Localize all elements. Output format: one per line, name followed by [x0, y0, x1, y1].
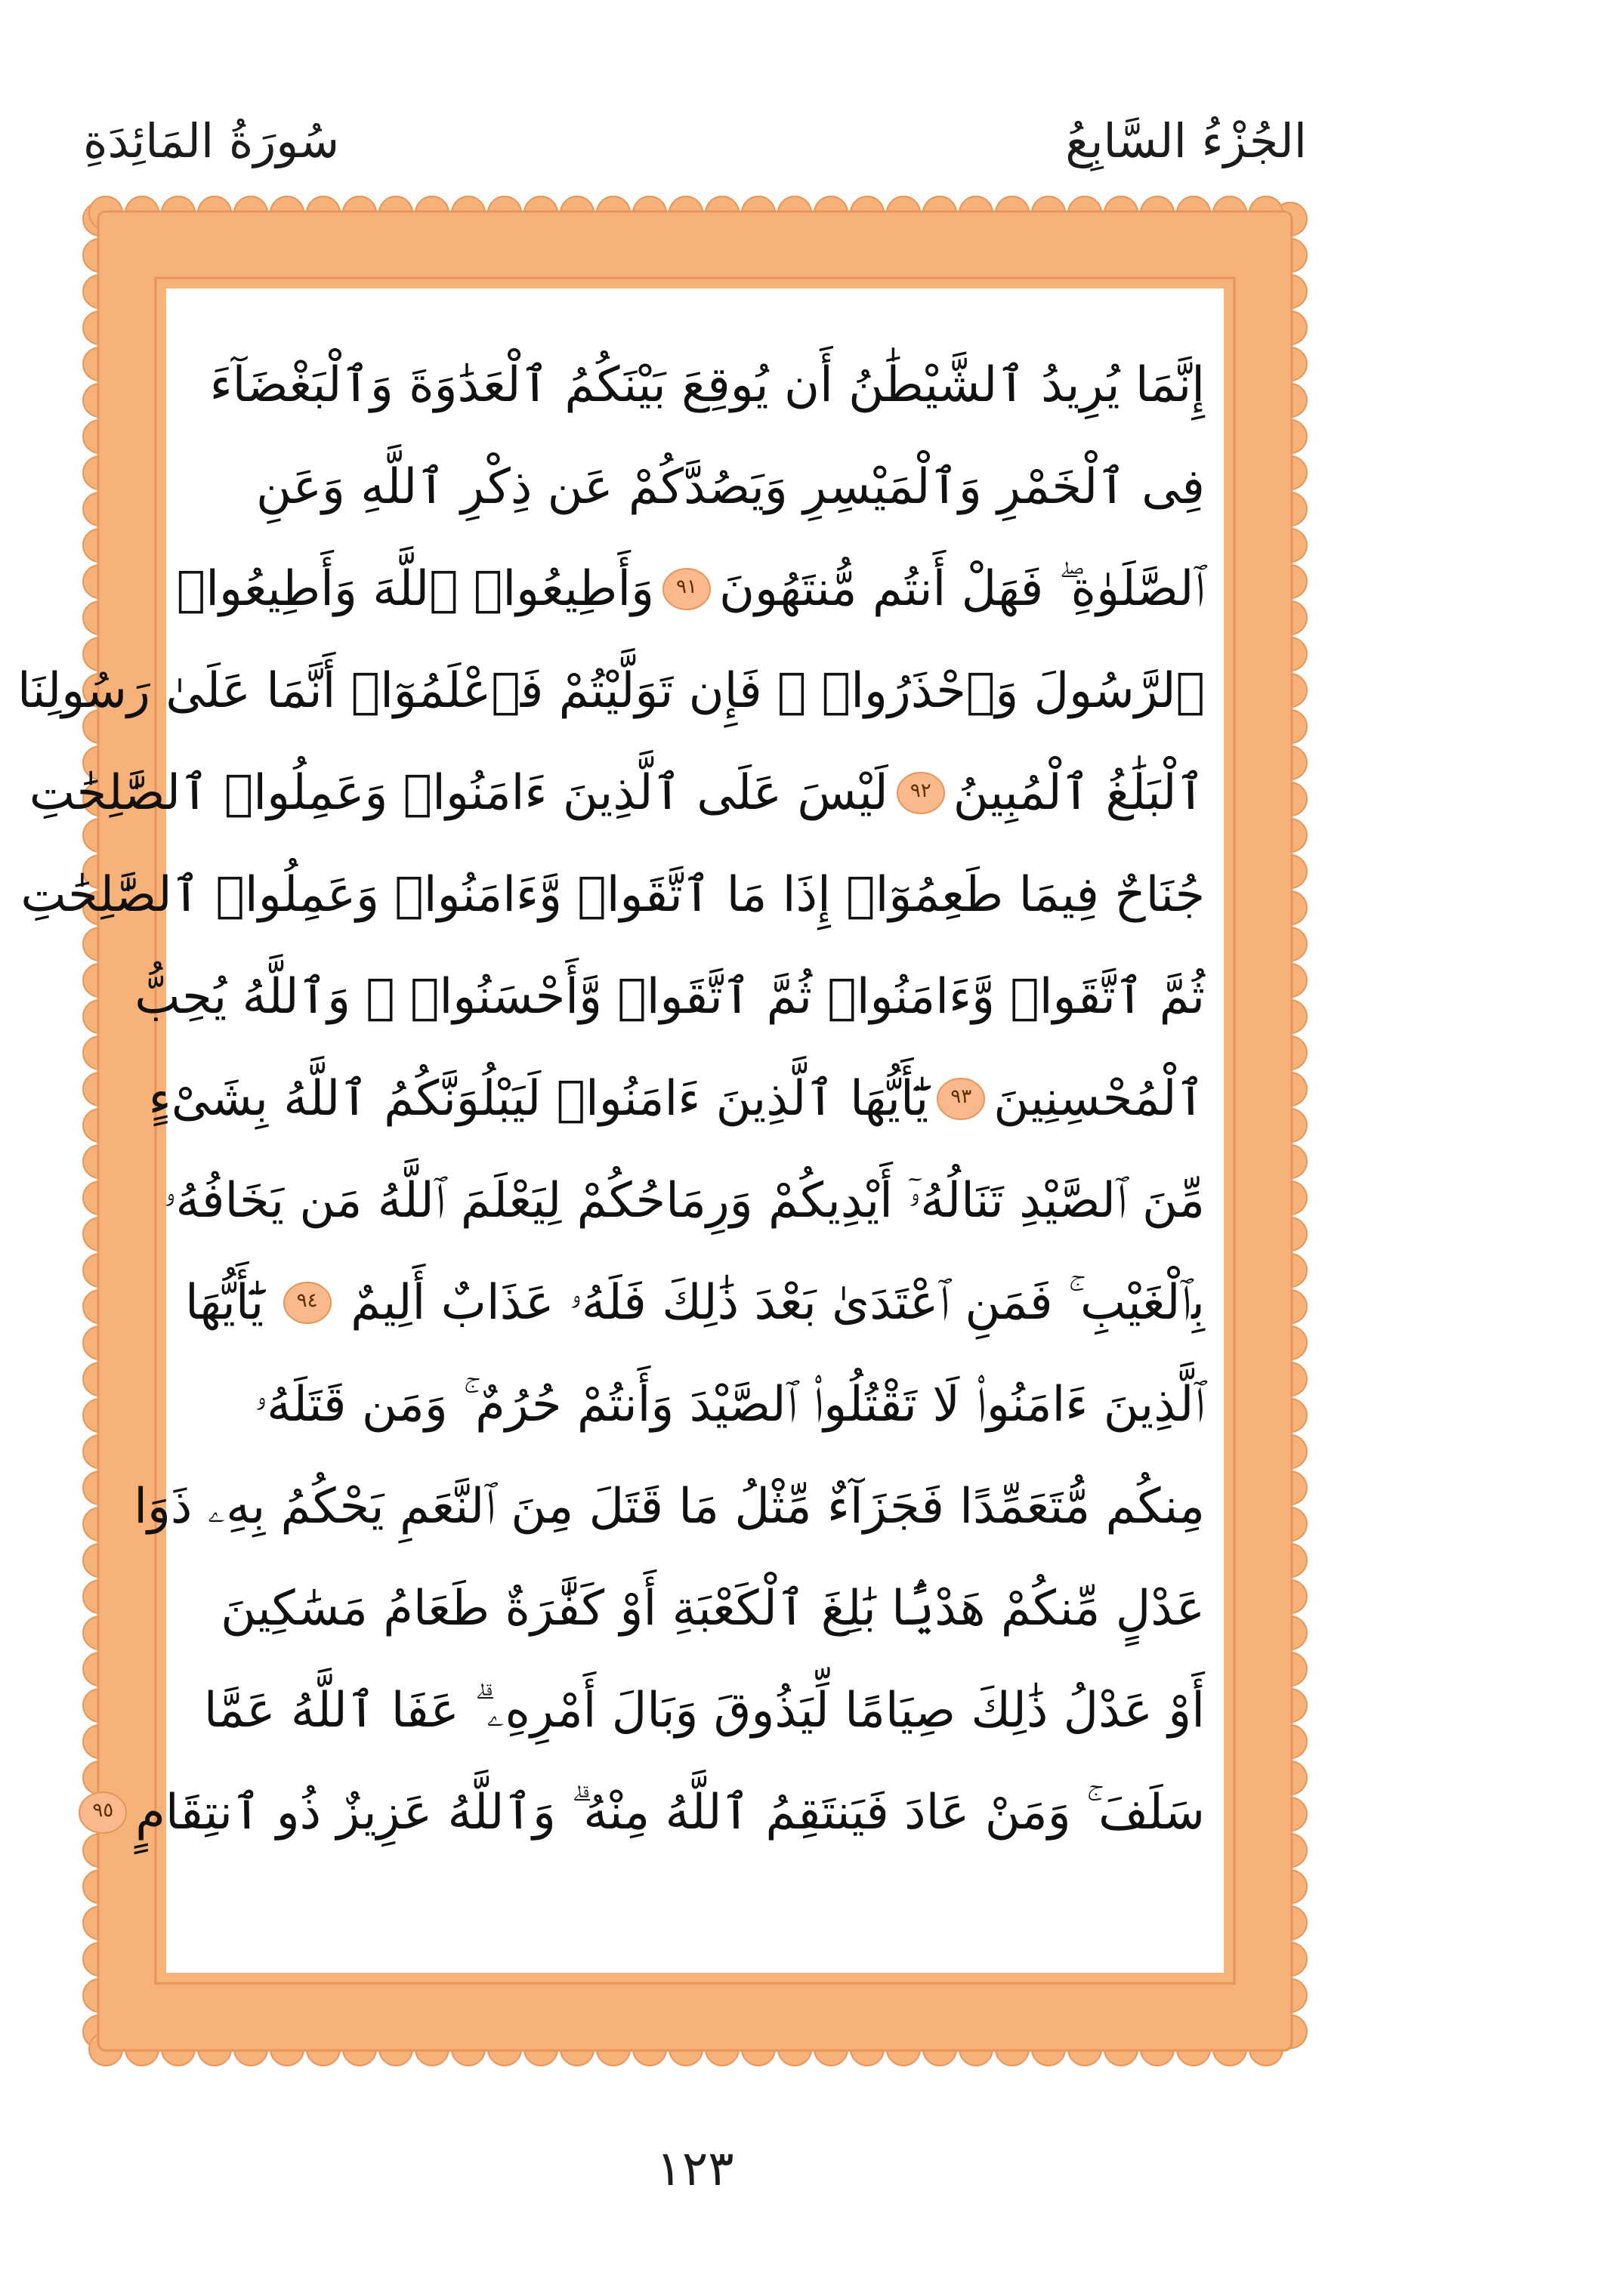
verse-line: [185, 436, 1205, 538]
ayah-number-marker: [896, 770, 946, 816]
verse-line: [29, 742, 1205, 844]
line-text: عَدْلٍ مِّنكُمْ هَدْيًۢا بَٰلِغَ ٱلْكَعْبَةِ أَوْ كَفَّٰرَةٌ طَعَامُ مَسَٰكِينَ: [221, 1581, 1205, 1637]
line-text: ٱلرَّسُولَ وَٱحْذَرُوا۟ ۚ فَإِن تَوَلَّيْتُمْ فَٱعْلَمُوٓا۟ أَنَّمَا عَلَىٰ رَسُولِنَا: [17, 662, 1205, 719]
verse-line: [185, 1353, 1205, 1455]
ayah-number-marker: [78, 1790, 128, 1835]
line-text: مِنكُم مُّتَعَمِّدًا فَجَزَآءٌ مِّثْلُ مَا قَتَلَ مِنَ ٱلنَّعَمِ يَحْكُمُ بِهِۦ ذَوَا: [134, 1478, 1205, 1535]
ayah-number: ٩٥: [92, 1798, 114, 1822]
line-text: سَلَفَ ۚ وَمَنْ عَادَ فَيَنتَقِمُ ٱللَّهُ مِنْهُ ۗ وَٱللَّهُ عَزِيزٌ ذُو ٱنتِقَامٍ: [135, 1785, 1205, 1841]
verse-line: [176, 538, 1205, 640]
surah-title: سُورَةُ المَائِدَةِ: [83, 113, 340, 168]
verse-line: [148, 1048, 1205, 1150]
verse-line: [134, 1455, 1205, 1557]
verse-line: [17, 640, 1205, 742]
line-text: إِنَّمَا يُرِيدُ ٱلشَّيْطَٰنُ أَن يُوقِعَ بَيْنَكُمُ ٱلْعَدَٰوَةَ وَٱلْبَغْضَآءَ: [209, 357, 1205, 413]
line-text: مِّنَ ٱلصَّيْدِ تَنَالُهُۥٓ أَيْدِيكُمْ وَرِمَاحُكُمْ لِيَعْلَمَ ٱللَّهُ مَن يَخَافُهُۥ: [163, 1172, 1205, 1229]
verse-line: [163, 1150, 1205, 1251]
juz-title: الجُزْءُ السَّابِعُ: [1065, 113, 1307, 168]
line-text: ٱلْمُحْسِنِينَ: [993, 1071, 1205, 1127]
line-text: ٱلْبَلَٰغُ ٱلْمُبِينُ: [953, 765, 1205, 821]
ayah-number-marker: [283, 1280, 332, 1325]
line-text: ٱلَّذِينَ ءَامَنُوا۟ لَا تَقْتُلُوا۟ ٱلصَّيْدَ وَأَنتُمْ حُرُمٌ ۚ وَمَن قَتَلَهُۥ: [255, 1376, 1205, 1433]
line-text: يَٰٓأَيُّهَا: [185, 1274, 264, 1331]
verse-lines: [17, 334, 1205, 1863]
line-text: بِٱلْغَيْبِ ۚ فَمَنِ ٱعْتَدَىٰ بَعْدَ ذَٰلِكَ فَلَهُۥ عَذَابٌ أَلِيمٌ: [351, 1274, 1205, 1331]
line-text: فِى ٱلْخَمْرِ وَٱلْمَيْسِرِ وَيَصُدَّكُمْ عَن ذِكْرِ ٱللَّهِ وَعَنِ: [256, 459, 1205, 515]
page-text-area: [17, 289, 1224, 1973]
page-number: ١٢٣: [656, 2141, 734, 2197]
ayah-number: ٩٤: [296, 1288, 318, 1312]
line-text: وَأَطِيعُوا۟ ٱللَّهَ وَأَطِيعُوا۟: [176, 560, 654, 617]
ornamental-frame: [17, 196, 1307, 2066]
ayah-number: ٩٣: [950, 1085, 972, 1108]
line-text: ٱلصَّلَوٰةِ ۖ فَهَلْ أَنتُم مُّنتَهُونَ: [719, 560, 1205, 617]
verse-line: [185, 1659, 1205, 1761]
verse-line: [20, 844, 1205, 946]
ayah-number-marker: [662, 566, 712, 612]
page-header: [83, 113, 1307, 181]
verse-line: [185, 1251, 1205, 1353]
ayah-number: ٩١: [676, 575, 697, 598]
line-text: لَيْسَ عَلَى ٱلَّذِينَ ءَامَنُوا۟ وَعَمِلُوا۟ ٱلصَّٰلِحَٰتِ: [29, 765, 888, 821]
ayah-number-marker: [936, 1076, 986, 1122]
line-text: ثُمَّ ٱتَّقَوا۟ وَّءَامَنُوا۟ ثُمَّ ٱتَّقَوا۟ وَّأَحْسَنُوا۟ ۗ وَٱللَّهُ يُحِبُّ: [134, 969, 1205, 1025]
verse-line: [185, 1557, 1205, 1659]
line-text: أَوْ عَدْلُ ذَٰلِكَ صِيَامًا لِّيَذُوقَ وَبَالَ أَمْرِهِۦ ۗ عَفَا ٱللَّهُ عَمَّا: [203, 1683, 1205, 1739]
verse-line: [92, 1761, 1205, 1863]
line-text: يَٰٓأَيُّهَا ٱلَّذِينَ ءَامَنُوا۟ لَيَبْلُوَنَّكُمُ ٱللَّهُ بِشَىْءٍ: [148, 1071, 929, 1127]
verse-line: [134, 946, 1205, 1048]
line-text: جُنَاحٌ فِيمَا طَعِمُوٓا۟ إِذَا مَا ٱتَّقَوا۟ وَّءَامَنُوا۟ وَعَمِلُوا۟ ٱلصَّٰلِحَٰتِ: [20, 867, 1205, 923]
verse-line: [185, 334, 1205, 436]
ayah-number: ٩٢: [910, 779, 931, 802]
